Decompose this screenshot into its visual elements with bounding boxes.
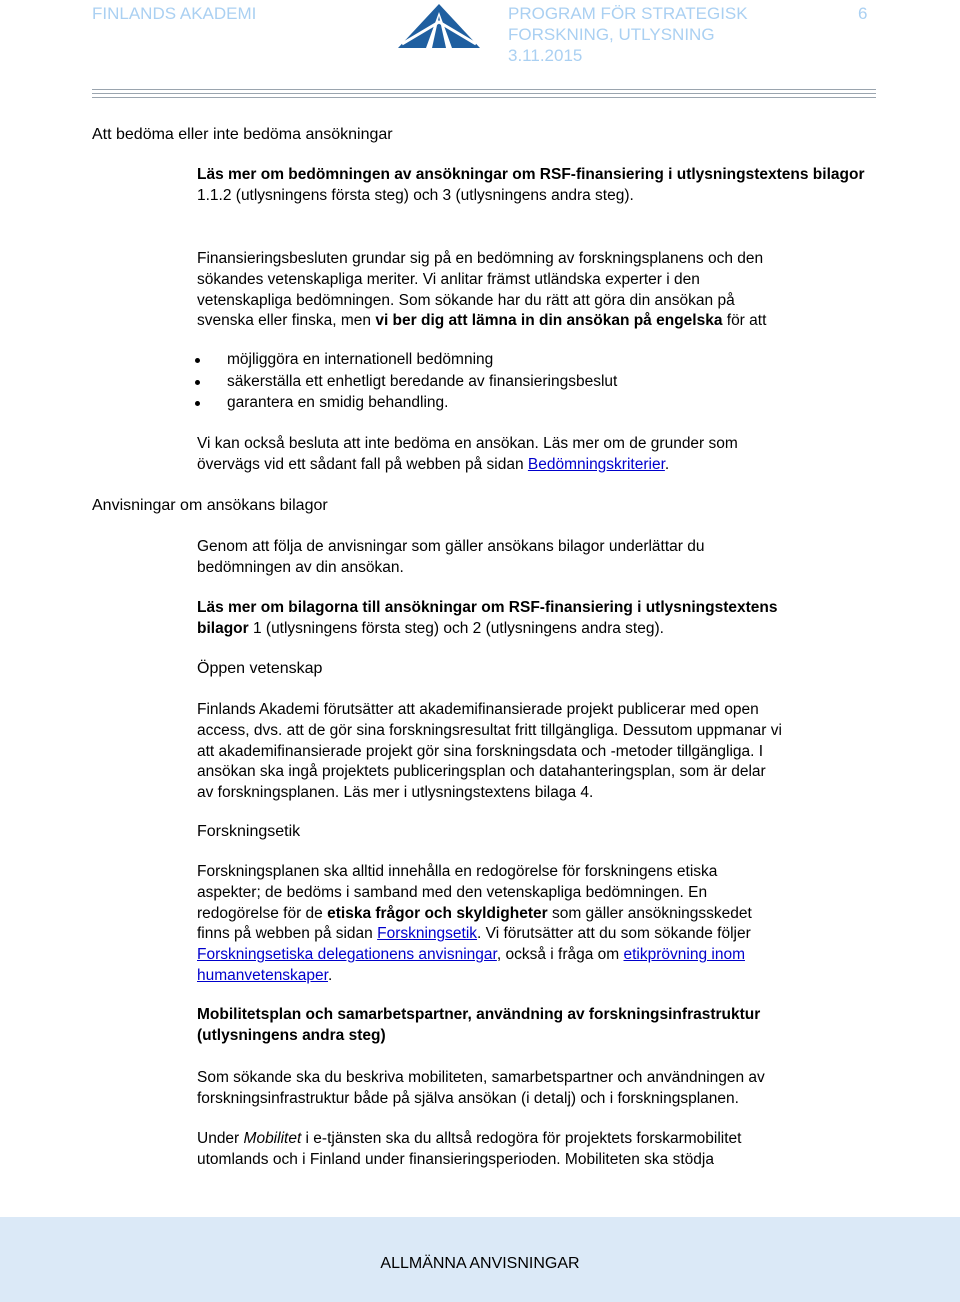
list-item: säkerställa ett enhetligt beredande av finansieringsbeslut [195, 372, 875, 394]
page-footer [0, 1217, 960, 1302]
footer-label: ALLMÄNNA ANVISNINGAR [380, 1255, 580, 1272]
attachments-p1-line2: bedömningen av din ansökan. [197, 558, 404, 576]
ethics-bold-phrase: etiska frågor och skyldigheter [327, 904, 548, 922]
assessment-paragraph-1 [197, 165, 877, 207]
bullet-dot-icon [195, 401, 200, 406]
header-rule-bottom [92, 97, 876, 98]
bullet-dot-icon [195, 358, 200, 363]
academy-triangle-logo-icon [396, 2, 482, 50]
section-heading-assessment: Att bedöma eller inte bedöma ansökningar [92, 126, 393, 143]
header-program-line2: FORSKNING, UTLYSNING [508, 25, 715, 44]
assessment-paragraph-2 [197, 249, 877, 332]
assessment-paragraph-3 [197, 434, 877, 476]
assessment-p3-line2: övervägs vid ett sådant fall på webben på sidan Bedömningskriterier. [197, 455, 670, 473]
assessment-p2-line2: sökandes vetenskapliga meriter. Vi anlitar främst utländska experter i den [197, 270, 700, 288]
assessment-p2-line4: svenska eller finska, men vi ber dig att lämna in din ansökan på engelska för att [197, 312, 767, 330]
open-science-paragraph: Finlands Akademi förutsätter att akademifinansierade projekt publicerar med open access, dvs. att de gör sina forskningsresultat fritt tillgängliga. Dessutom uppmanar vi att akademifinansierade projekt gör sina forskningsdata och -metoder tillgängliga. I ansökan ska ingå projektets publiceringsplan och datahanteringsplan, som är delar av forskningsplanen. Läs mer i utlysningstextens bilaga 4. [197, 701, 782, 802]
header-org: FINLANDS AKADEMI [92, 4, 257, 23]
bullet-dot-icon [195, 380, 200, 385]
attachments-paragraph-2: Läs mer om bilagorna till ansökningar om RSF-finansiering i utlysningstextens bilagor 1 (utlysningens första steg) och 2 (utlysningens andra steg). [197, 599, 778, 637]
list-item: möjliggöra en internationell bedömning [195, 350, 875, 372]
attachments-p2-bold1: Läs mer om bilagorna till ansökningar om RSF-finansiering i utlysningstextens [197, 599, 778, 616]
link-bedomningskriterier[interactable]: Bedömningskriterier [527, 455, 665, 473]
ethics-paragraph: Forskningsplanen ska alltid innehålla en redogörelse för forskningens etiska aspekter; de bedöms i samband med den vetenskapliga bedömningen. En redogörelse för de etiska frågor och skyldigheter som gäller ansökningsskedet finns på webben på sidan Forskningsetik. Vi förutsätter att du som sökande följer Forskningsetiska delegationens anvisningar, också i fråga om etikprövning inom humanvetenskaper. [197, 863, 752, 984]
attachments-p2-bold2: bilagor [197, 619, 249, 637]
header-rule-top [92, 89, 876, 90]
mobilitet-italic: Mobilitet [243, 1130, 302, 1147]
page-number: 6 [858, 4, 868, 23]
mobility-paragraph-1: Som sökande ska du beskriva mobiliteten, samarbetspartner och användningen av forskningsinfrastruktur både på själva ansökan (i detalj) och i forskningsplanen. [197, 1069, 765, 1107]
assessment-p3-line1: Vi kan också besluta att inte bedöma en ansökan. Läs mer om de grunder som [197, 435, 738, 452]
attachments-p1-line1: Genom att följa de anvisningar som gäller ansökans bilagor underlättar du [197, 538, 705, 555]
header-program-line1: PROGRAM FÖR STRATEGISK [508, 4, 748, 23]
assessment-p2-line1: Finansieringsbesluten grundar sig på en bedömning av forskningsplanens och den [197, 250, 764, 267]
assessment-p1-bold: Läs mer om bedömningen av ansökningar om RSF-finansiering i utlysningstextens bilagor [197, 166, 865, 183]
mobility-paragraph-2: Under Mobilitet i e-tjänsten ska du alltså redogöra för projektets forskarmobilitet utomlands och i Finland under finansieringsperioden. Mobiliteten ska stödja [197, 1130, 742, 1168]
assessment-p1-rest: 1.1.2 (utlysningens första steg) och 3 (utlysningens andra steg). [197, 186, 634, 204]
link-forskningsetik[interactable]: Forskningsetik [377, 925, 478, 943]
header-date: 3.11.2015 [508, 46, 583, 65]
section-heading-open-science: Öppen vetenskap [197, 660, 323, 677]
assessment-bullet-list [195, 350, 875, 415]
section-heading-ethics: Forskningsetik [197, 823, 301, 840]
header-rule-mid [92, 93, 876, 94]
list-item: garantera en smidig behandling. [195, 393, 875, 415]
section-heading-attachments: Anvisningar om ansökans bilagor [92, 497, 328, 514]
link-etikprovning-inom[interactable]: etikprövning inom [623, 946, 745, 964]
assessment-p2-line3: vetenskapliga bedömningen. Som sökande har du rätt att göra din ansökan på [197, 291, 735, 309]
english-request-bold: vi ber dig att lämna in din ansökan på engelska [375, 312, 723, 330]
attachments-paragraph-1 [197, 537, 877, 579]
section-heading-mobility: Mobilitetsplan och samarbetspartner, användning av forskningsinfrastruktur (utlysningens andra steg) [197, 1006, 761, 1044]
link-humanvetenskaper[interactable]: humanvetenskaper [197, 966, 328, 984]
link-forskningsetiska-delegationens-anvisningar[interactable]: Forskningsetiska delegationens anvisningar [197, 946, 497, 964]
